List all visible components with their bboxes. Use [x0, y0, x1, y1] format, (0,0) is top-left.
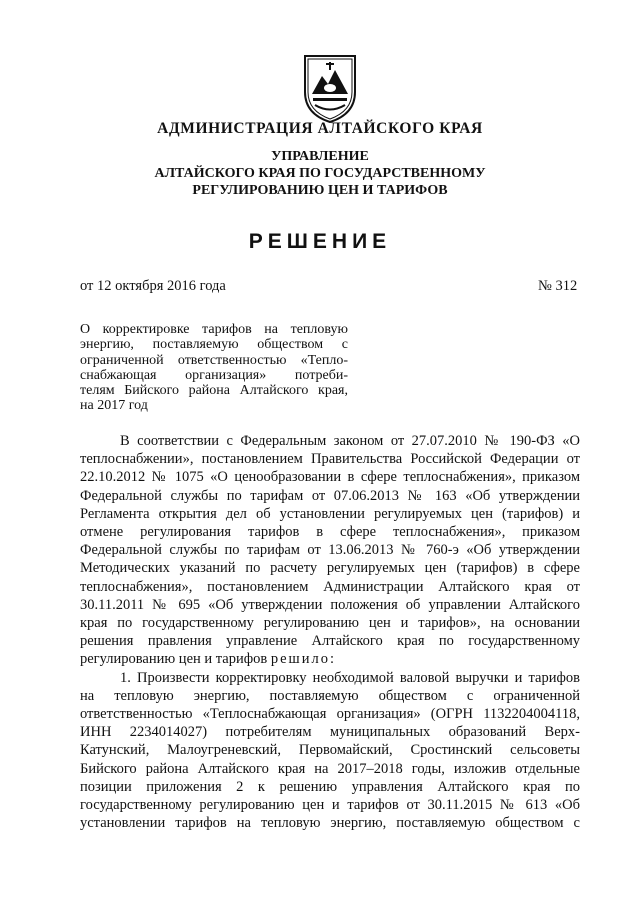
decided-word: решило: — [270, 651, 336, 668]
item-line: на тепловую энергию, поставляемую обществом с ограниченной — [80, 687, 580, 704]
item-line: ответственностью «Теплоснабжающая организация» (ОГРН 1132204004118, — [80, 706, 580, 723]
body-line: Регламента открытия дел об установлении регулируемых цен (тарифов) и — [80, 505, 580, 522]
body-line: Федеральной службы по тарифам от 13.06.2013 № 760-э «Об утверждении — [80, 542, 580, 559]
decided-line — [80, 650, 580, 668]
document-number: № 312 — [538, 278, 578, 294]
document-type-title: РЕШЕНИЕ — [248, 230, 392, 253]
department-line: УПРАВЛЕНИЕ — [271, 149, 369, 164]
body-line: решения правления управление Алтайского края по государственному — [80, 633, 580, 650]
item-line: ИНН 2234014027) потребителям муниципальных образований Верх- — [80, 724, 580, 741]
item-line: 1. Произвести корректировку необходимой валовой выручки и тарифов — [120, 669, 580, 686]
administration-title: АДМИНИСТРАЦИЯ АЛТАЙСКОГО КРАЯ — [157, 120, 483, 137]
item-line: позиции приложения 2 к решению управления Алтайского края по — [80, 778, 580, 795]
item-line: Катунский, Малоугреневский, Первомайский, Сростинский сельсоветы — [80, 742, 580, 759]
body-line: Методических указаний по расчету регулируемых цен (тарифов) в сфере — [80, 560, 580, 577]
department-line: АЛТАЙСКОГО КРАЯ ПО ГОСУДАРСТВЕННОМУ — [154, 166, 486, 181]
document-subject — [80, 322, 348, 414]
body-line: теплоснабжения», постановлением Администрации Алтайского края от — [80, 578, 580, 595]
altai-coat-of-arms-emblem — [297, 48, 363, 124]
subject-line: телям Бийского района Алтайского края, — [80, 383, 348, 399]
subject-line: снабжающая организация» потреби- — [80, 367, 348, 383]
document-body — [80, 432, 580, 832]
document-date: от 12 октября 2016 года — [80, 278, 226, 294]
decided-prefix: регулированию цен и тарифов — [80, 651, 268, 668]
subject-line: на 2017 год — [80, 398, 148, 414]
body-line: теплоснабжении», постановлением Правительства Российской Федерации от — [80, 451, 580, 468]
body-line: Федеральной службы по тарифам от 07.06.2013 № 163 «Об утверждении — [80, 487, 580, 504]
subject-line: ограниченной ответственностью «Тепло- — [80, 352, 348, 368]
body-line: отмене регулирования тарифов в сфере теплоснабжения», приказом — [80, 524, 580, 541]
body-line: края по государственному регулированию цен и тарифов», на основании — [80, 615, 580, 632]
subject-line: энергию, поставляемую обществом с — [80, 337, 348, 353]
item-line: государственному регулированию цен и тарифов от 30.11.2015 № 613 «Об — [80, 797, 580, 814]
department-title — [0, 148, 640, 199]
body-line: 30.11.2011 № 695 «Об утверждении положения об управлении Алтайского — [80, 596, 580, 613]
subject-line: О корректировке тарифов на тепловую — [80, 322, 348, 337]
department-line: РЕГУЛИРОВАНИЮ ЦЕН И ТАРИФОВ — [192, 183, 448, 198]
item-line: Бийского района Алтайского края на 2017–2018 годы, изложив отдельные — [80, 760, 580, 777]
item-line: установлении тарифов на тепловую энергию, поставляемую обществом с — [80, 815, 580, 832]
body-line: В соответствии с Федеральным законом от 27.07.2010 № 190-ФЗ «О — [120, 433, 580, 449]
body-line: 22.10.2012 № 1075 «О ценообразовании в сфере теплоснабжения», приказом — [80, 469, 580, 486]
